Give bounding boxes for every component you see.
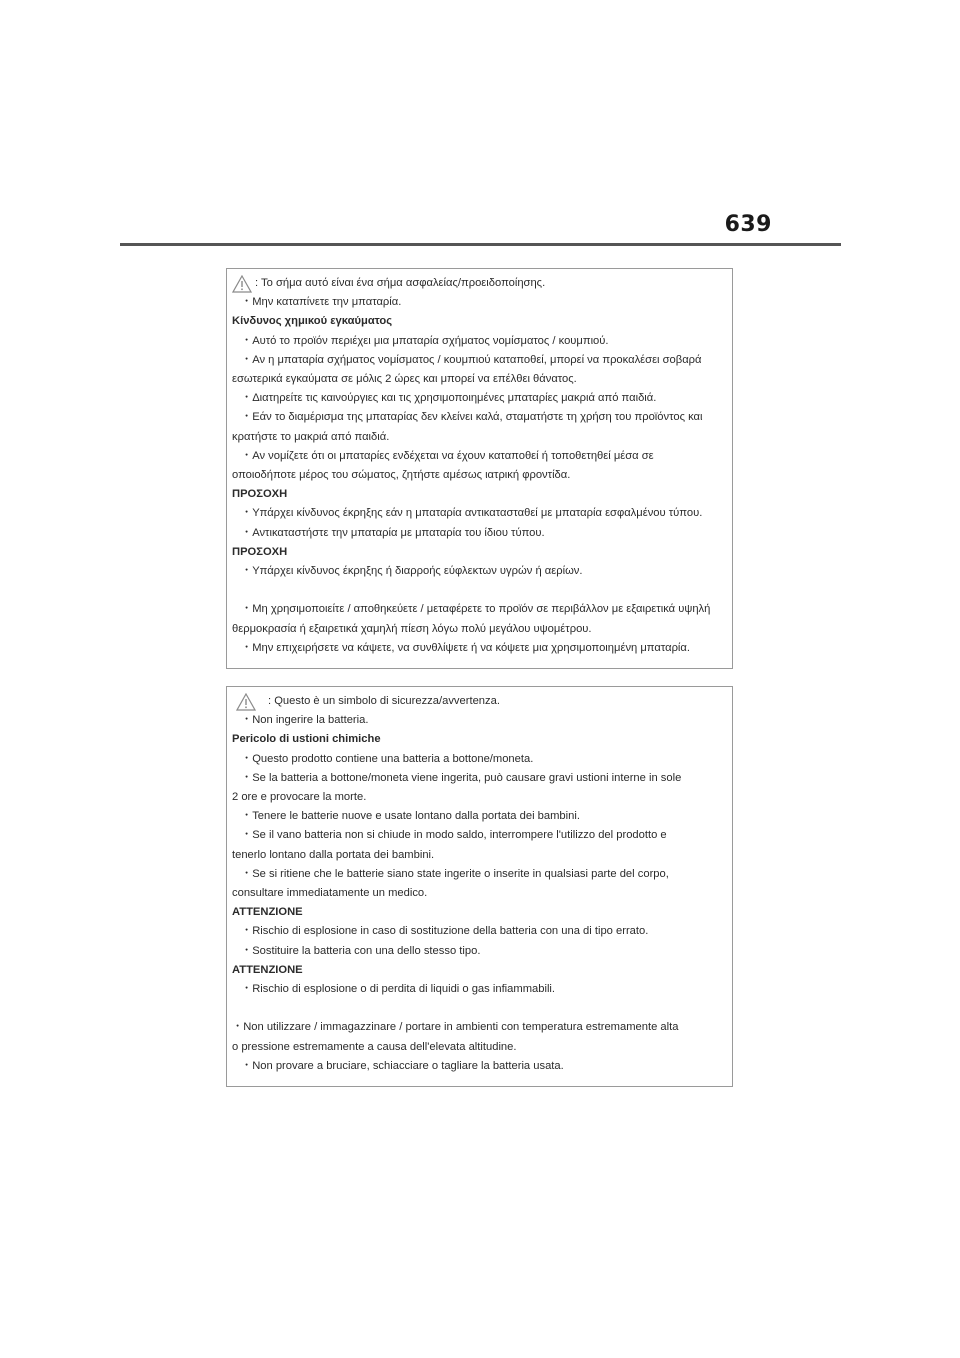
- bullet-line: ・Questo prodotto contiene una batteria a bottone/moneta.: [241, 752, 534, 765]
- section-heading: ΠΡΟΣΟΧΗ: [232, 545, 288, 558]
- bullet-line: ・Εάν το διαμέρισμα της μπαταρίας δεν κλείνει καλά, σταματήστε τη χρήση του προϊόντος και: [241, 411, 703, 424]
- warning-triangle-icon: [236, 693, 256, 711]
- symbol-legend-text: : Το σήμα αυτό είναι ένα σήμα ασφαλείας/προειδοποίησης.: [255, 277, 546, 289]
- text-line: κρατήστε το μακριά από παιδιά.: [232, 430, 390, 443]
- warning-lines-italian: [232, 711, 726, 1076]
- line-spacer: [232, 999, 726, 1018]
- text-line: consultare immediatamente un medico.: [232, 887, 428, 900]
- bullet-line: ・Υπάρχει κίνδυνος έκρηξης ή διαρροής εύφλεκτων υγρών ή αερίων.: [241, 565, 583, 578]
- bullet-line: ・Αν η μπαταρία σχήματος νομίσματος / κουμπιού καταποθεί, μπορεί να προκαλέσει σοβαρά: [241, 353, 702, 366]
- warning-triangle-icon: [232, 275, 252, 293]
- bullet-line: ・Μην επιχειρήσετε να κάψετε, να συνθλίψετε ή να κόψετε μια χρησιμοποιημένη μπαταρία.: [241, 641, 690, 654]
- section-heading: ΠΡΟΣΟΧΗ: [232, 488, 288, 501]
- header-rule: [120, 243, 841, 246]
- bullet-line: ・Sostituire la batteria con una dello stesso tipo.: [241, 944, 481, 957]
- warning-lines-greek: [232, 293, 726, 658]
- text-line: 2 ore e provocare la morte.: [232, 791, 367, 804]
- page-number: 639: [724, 212, 772, 237]
- symbol-legend-italian: [232, 692, 726, 711]
- warning-box-greek: [226, 268, 733, 669]
- text-line: θερμοκρασία ή εξαιρετικά χαμηλή πίεση λόγω πολύ μεγάλου υψομέτρου.: [232, 622, 592, 635]
- bullet-line: ・Αυτό το προϊόν περιέχει μια μπαταρία σχήματος νομίσματος / κουμπιού.: [241, 334, 609, 347]
- section-heading: ATTENZIONE: [232, 963, 303, 976]
- bullet-line: ・Rischio di esplosione in caso di sostituzione della batteria con una di tipo errato.: [241, 925, 649, 938]
- bullet-line: ・Μη χρησιμοποιείτε / αποθηκεύετε / μεταφέρετε το προϊόν σε περιβάλλον με εξαιρετικά υψηλή: [241, 603, 711, 616]
- text-line: οποιοδήποτε μέρος του σώματος, ζητήστε αμέσως ιατρική φροντίδα.: [232, 469, 571, 482]
- bullet-line: ・Μην καταπίνετε την μπαταρία.: [241, 296, 402, 309]
- bullet-line: ・Se si ritiene che le batterie siano state ingerite o inserite in qualsiasi parte del corpo,: [241, 867, 669, 880]
- warning-box-italian: [226, 686, 733, 1087]
- section-heading: Pericolo di ustioni chimiche: [232, 733, 381, 746]
- text-line: o pressione estremamente a causa dell'elevata altitudine.: [232, 1040, 517, 1053]
- bullet-line: ・Αντικαταστήστε την μπαταρία με μπαταρία του ίδιου τύπου.: [241, 526, 545, 539]
- text-line: ・Non utilizzare / immagazzinare / portare in ambienti con temperatura estremamente alta: [232, 1021, 679, 1034]
- bullet-line: ・Rischio di esplosione o di perdita di liquidi o gas infiammabili.: [241, 983, 556, 996]
- section-heading: ATTENZIONE: [232, 906, 303, 919]
- bullet-line: ・Tenere le batterie nuove e usate lontano dalla portata dei bambini.: [241, 810, 580, 823]
- bullet-line: ・Διατηρείτε τις καινούργιες και τις χρησιμοποιημένες μπαταρίες μακριά από παιδιά.: [241, 392, 657, 405]
- symbol-legend-greek: [232, 274, 726, 293]
- bullet-line: ・Υπάρχει κίνδυνος έκρηξης εάν η μπαταρία αντικατασταθεί με μπαταρία εσφαλμένου τύπου.: [241, 507, 703, 520]
- bullet-line: ・Αν νομίζετε ότι οι μπαταρίες ενδέχεται να έχουν καταποθεί ή τοποθετηθεί μέσα σε: [241, 449, 654, 462]
- section-heading: Κίνδυνος χημικού εγκαύματος: [232, 315, 393, 328]
- symbol-legend-text: : Questo è un simbolo di sicurezza/avvertenza.: [268, 695, 500, 707]
- text-line: tenerlo lontano dalla portata dei bambini.: [232, 848, 435, 861]
- bullet-line: ・Non ingerire la batteria.: [241, 714, 369, 727]
- bullet-line: ・Se la batteria a bottone/moneta viene ingerita, può causare gravi ustioni interne in sole: [241, 771, 682, 784]
- bullet-line: ・Non provare a bruciare, schiacciare o tagliare la batteria usata.: [241, 1059, 564, 1072]
- bullet-line: ・Se il vano batteria non si chiude in modo saldo, interrompere l'utilizzo del prodotto e: [241, 829, 667, 842]
- line-spacer: [232, 581, 726, 600]
- text-line: εσωτερικά εγκαύματα σε μόλις 2 ώρες και μπορεί να επέλθει θάνατος.: [232, 373, 577, 386]
